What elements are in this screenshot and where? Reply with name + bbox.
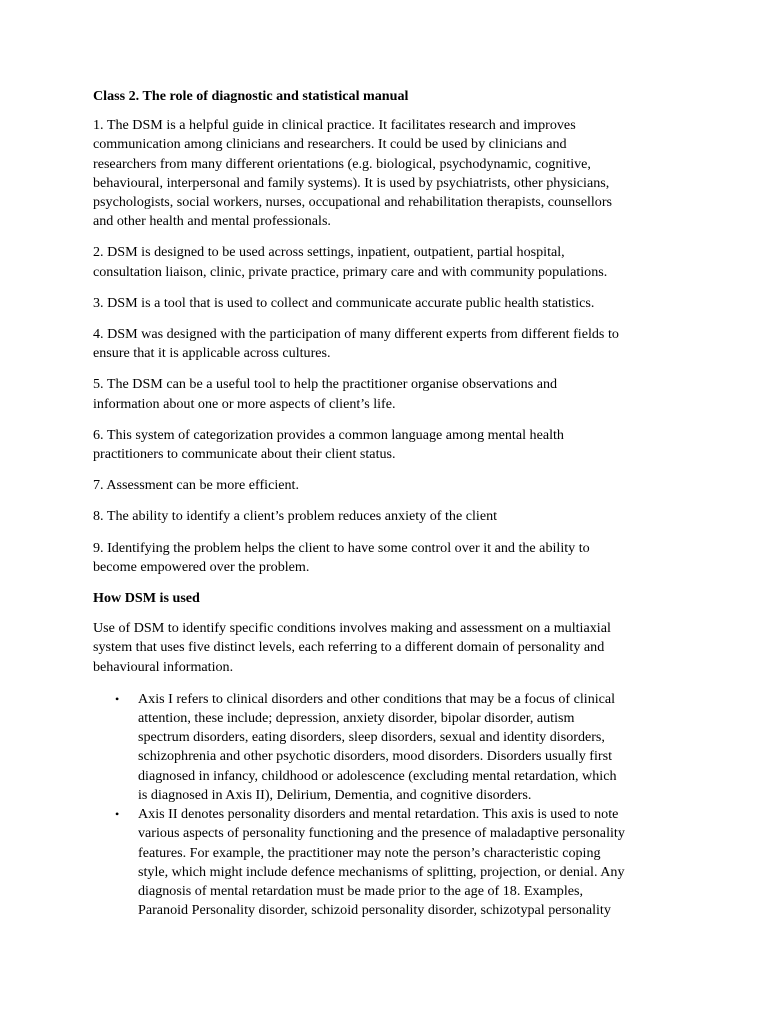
text-line: various aspects of personality functioning and the presence of maladaptive personality [138,825,625,842]
text-line: system that uses five distinct levels, each referring to a different domain of personality and [93,639,605,656]
text-line: information about one or more aspects of client’s life. [93,395,396,412]
text-line: researchers from many different orientations (e.g. biological, psychodynamic, cognitive, [93,155,591,172]
page-title: Class 2. The role of diagnostic and statistical manual [93,88,409,104]
text-line: 9. Identifying the problem helps the client to have some control over it and the ability to [93,539,590,556]
list-item-axis-1 [93,690,683,805]
numbered-points [93,116,683,577]
point-4 [93,325,683,363]
bullet-icon: • [115,807,120,822]
text-line: 8. The ability to identify a client’s problem reduces anxiety of the client [93,508,498,525]
text-line: 4. DSM was designed with the participation of many different experts from different fields to [93,326,619,343]
text-line: Use of DSM to identify specific conditions involves making and assessment on a multiaxial [93,620,611,637]
text-line: 7. Assessment can be more efficient. [93,477,299,494]
text-line: communication among clinicians and researchers. It could be used by clinicians and [93,136,567,153]
text-line: Paranoid Personality disorder, schizoid personality disorder, schizotypal personality [138,902,611,919]
point-5 [93,375,683,413]
text-line: 3. DSM is a tool that is used to collect and communicate accurate public health statistics. [93,294,595,311]
text-line: features. For example, the practitioner may note the person’s characteristic coping [138,844,601,861]
text-line: is diagnosed in Axis II), Delirium, Dementia, and cognitive disorders. [138,786,532,803]
bullet-icon: • [115,691,120,706]
list-item-axis-2 [93,805,683,920]
point-3 [93,294,683,313]
text-line: behavioural information. [93,658,234,675]
text-line: ensure that it is applicable across cultures. [93,345,331,362]
text-line: psychologists, social workers, nurses, occupational and rehabilitation therapists, counsellors [93,194,613,211]
point-8 [93,507,683,526]
text-line: become empowered over the problem. [93,558,310,575]
text-line: 5. The DSM can be a useful tool to help the practitioner organise observations and [93,376,558,393]
section-heading: How DSM is used [93,590,200,607]
text-line: style, which might include defence mechanisms of splitting, projection, or denial. Any [138,863,625,880]
text-line: behavioural, interpersonal and family systems). It is used by psychiatrists, other physicians, [93,174,610,191]
axis-bullet-list [93,690,683,920]
text-line: Axis II denotes personality disorders and mental retardation. This axis is used to note [138,806,619,823]
text-line: spectrum disorders, eating disorders, sleep disorders, sexual and identity disorders, [138,729,605,746]
text-line: 1. The DSM is a helpful guide in clinical practice. It facilitates research and improves [93,117,576,134]
point-9 [93,539,683,577]
point-2 [93,243,683,281]
text-line: Axis I refers to clinical disorders and other conditions that may be a focus of clinical [138,690,616,707]
text-line: diagnosed in infancy, childhood or adolescence (excluding mental retardation, which [138,767,617,784]
text-line: 6. This system of categorization provides a common language among mental health [93,426,564,443]
text-line: and other health and mental professionals. [93,213,331,230]
text-line: schizophrenia and other psychotic disorders, mood disorders. Disorders usually first [138,748,612,765]
text-line: consultation liaison, clinic, private practice, primary care and with community populations. [93,263,608,280]
point-6 [93,426,683,464]
point-7 [93,476,683,495]
text-line: 2. DSM is designed to be used across settings, inpatient, outpatient, partial hospital, [93,244,565,261]
text-line: attention, these include; depression, anxiety disorder, bipolar disorder, autism [138,710,575,727]
text-line: diagnosis of mental retardation must be made prior to the age of 18. Examples, [138,882,584,899]
document-page [93,87,683,920]
intro-paragraph [93,619,683,677]
point-1 [93,116,683,231]
text-line: practitioners to communicate about their client status. [93,446,396,463]
